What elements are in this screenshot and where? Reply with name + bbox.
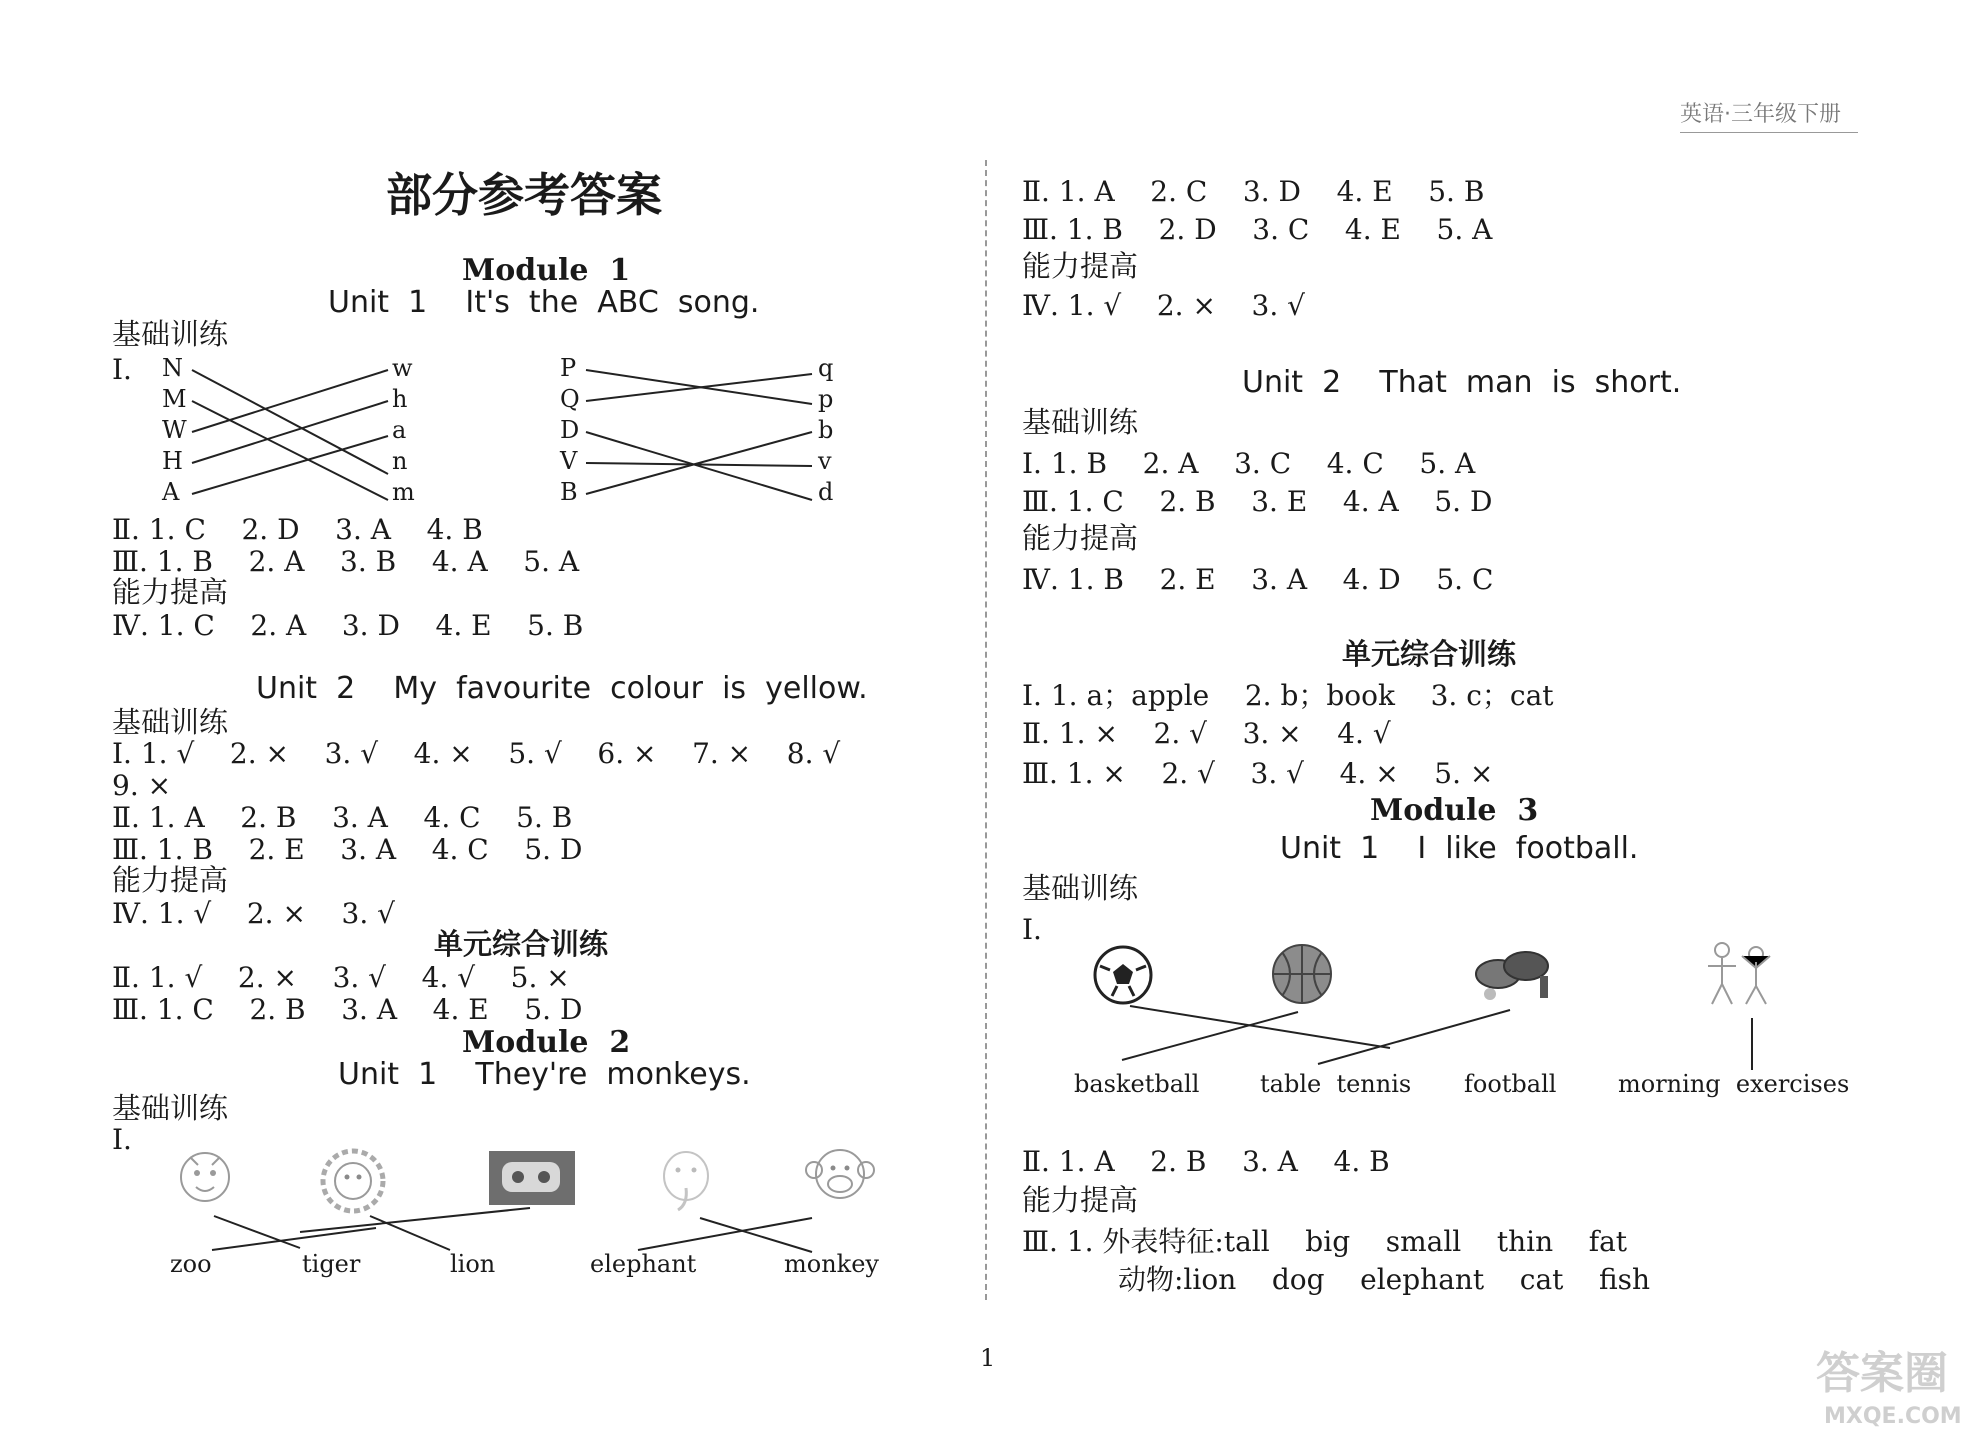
match-right-letter: q: [818, 354, 834, 382]
answer-line: Ⅲ. 1. C 2. B 3. A 4. E 5. D: [112, 993, 583, 1026]
answer-line: Ⅰ.: [112, 1123, 132, 1156]
answer-line: Ⅱ. 1. C 2. D 3. A 4. B: [112, 513, 483, 546]
match-left-letter: B: [560, 478, 578, 506]
answer-line: Ⅱ. 1. A 2. C 3. D 4. E 5. B: [1022, 175, 1485, 208]
animal-word: lion: [450, 1250, 496, 1278]
tiger-picture: [170, 1145, 240, 1215]
jichu-label-r2: 基础训练: [1022, 871, 1139, 905]
match-left-letter: H: [162, 447, 183, 475]
animal-word: elephant: [590, 1250, 697, 1278]
match-right-letter: h: [392, 385, 408, 413]
answer-line: Ⅱ. 1. A 2. B 3. A 4. B: [1022, 1145, 1390, 1178]
match-right-letter: w: [392, 354, 413, 382]
answer-line: 动物:lion dog elephant cat fish: [1118, 1263, 1651, 1296]
match-number: I.: [112, 353, 132, 386]
m1-unit1-title: Unit 1 It's the ABC song.: [328, 285, 760, 320]
match-line: [638, 1218, 812, 1250]
sport-word: table tennis: [1260, 1070, 1412, 1098]
match-right-letter: d: [818, 478, 834, 506]
page-number: 1: [980, 1344, 996, 1372]
answer-line: Ⅰ. 1. a；apple 2. b；book 3. c；cat: [1022, 679, 1554, 712]
answer-line: Ⅰ. 1. B 2. A 3. C 4. C 5. A: [1022, 447, 1476, 480]
jichu-label-2: 基础训练: [112, 705, 229, 739]
match-left-letter: M: [162, 385, 187, 413]
match-left-letter: V: [560, 447, 578, 475]
jichu-label-3: 基础训练: [112, 1091, 229, 1125]
sport-word: football: [1464, 1070, 1557, 1098]
match-line: [586, 374, 812, 401]
danyuan-heading-r: 单元综合训练: [1342, 637, 1517, 671]
nengli-label-r1: 能力提高: [1022, 249, 1139, 283]
match-left-letter: N: [162, 354, 183, 382]
zoo-picture: [488, 1150, 578, 1208]
m2-unit1-title: Unit 1 They're monkeys.: [338, 1057, 751, 1092]
answer-line: Ⅱ. 1. × 2. √ 3. × 4. √: [1022, 717, 1391, 750]
book-header: 英语·三年级下册: [1680, 102, 1841, 127]
answer-line: Ⅲ. 1. C 2. B 3. E 4. A 5. D: [1022, 485, 1493, 518]
monkey-picture: [800, 1142, 880, 1217]
page-title: 部分参考答案: [386, 168, 662, 222]
m1-unit2-title: Unit 2 My favourite colour is yellow.: [256, 671, 868, 706]
watermark-site-text: MXQE.COM: [1824, 1404, 1962, 1429]
match-left-letter: A: [162, 478, 180, 506]
match-right-letter: b: [818, 416, 834, 444]
m3-unit1-title: Unit 1 I like football.: [1280, 831, 1639, 866]
match-line: [192, 401, 388, 463]
match-right-letter: n: [392, 447, 408, 475]
animal-word: zoo: [170, 1250, 212, 1278]
match-right-letter: m: [392, 478, 415, 506]
jichu-label-1: 基础训练: [112, 317, 229, 351]
watermark-logo: [1810, 1350, 1980, 1435]
animal-word: monkey: [784, 1250, 879, 1278]
answer-line: Ⅲ. 1. B 2. D 3. C 4. E 5. A: [1022, 213, 1493, 246]
nengli-label-r2: 能力提高: [1022, 521, 1139, 555]
nengli-label-2: 能力提高: [112, 863, 229, 897]
answer-line: Ⅳ. 1. √ 2. × 3. √: [1022, 289, 1305, 322]
match-left-letter: Q: [560, 385, 580, 413]
module-1-heading: Module 1: [462, 253, 631, 288]
answer-line: Ⅰ.: [1022, 913, 1042, 946]
match-right-letter: p: [818, 385, 834, 413]
answer-line: 9. ×: [112, 769, 172, 802]
elephant-picture: [648, 1142, 724, 1217]
answer-line: Ⅲ. 1. × 2. √ 3. √ 4. × 5. ×: [1022, 757, 1494, 790]
match-left-letter: P: [560, 354, 577, 382]
sport-word: basketball: [1074, 1070, 1200, 1098]
answer-line: Ⅲ. 1. B 2. A 3. B 4. A 5. A: [112, 545, 580, 578]
module-3-heading: Module 3: [1370, 793, 1539, 828]
match-line: [1130, 1006, 1390, 1048]
morning-exercises-picture: [1700, 932, 1780, 1012]
danyuan-heading-1: 单元综合训练: [434, 927, 609, 961]
answer-line: Ⅳ. 1. B 2. E 3. A 4. D 5. C: [1022, 563, 1494, 596]
answer-line: Ⅳ. 1. √ 2. × 3. √: [112, 897, 395, 930]
answer-line: Ⅰ. 1. √ 2. × 3. √ 4. × 5. √ 6. × 7. × 8. √: [112, 737, 841, 770]
match-right-letter: a: [392, 416, 407, 444]
jichu-label-r1: 基础训练: [1022, 405, 1139, 439]
basketball-picture: [1270, 942, 1334, 1006]
table-tennis-picture: [1470, 946, 1558, 1004]
nengli-label-r3: 能力提高: [1022, 1183, 1139, 1217]
animal-word: tiger: [302, 1250, 361, 1278]
answer-line: Ⅱ. 1. √ 2. × 3. √ 4. √ 5. ×: [112, 961, 570, 994]
answer-line: Ⅳ. 1. C 2. A 3. D 4. E 5. B: [112, 609, 584, 642]
lion-picture: [315, 1145, 395, 1220]
answer-line: Ⅲ. 1. B 2. E 3. A 4. C 5. D: [112, 833, 583, 866]
match-right-letter: v: [818, 447, 832, 475]
match-line: [1318, 1010, 1510, 1064]
football-picture: [1092, 944, 1154, 1006]
match-left-letter: W: [162, 416, 187, 444]
nengli-label-1: 能力提高: [112, 575, 229, 609]
answer-line: Ⅱ. 1. A 2. B 3. A 4. C 5. B: [112, 801, 573, 834]
answer-line: Ⅲ. 1. 外表特征:tall big small thin fat: [1022, 1225, 1628, 1258]
module-2-heading: Module 2: [462, 1025, 631, 1060]
match-left-letter: D: [560, 416, 580, 444]
m2-unit2-title: Unit 2 That man is short.: [1242, 365, 1682, 400]
sport-word: morning exercises: [1618, 1070, 1850, 1098]
watermark-logo-text: 答案圈: [1816, 1348, 1948, 1399]
